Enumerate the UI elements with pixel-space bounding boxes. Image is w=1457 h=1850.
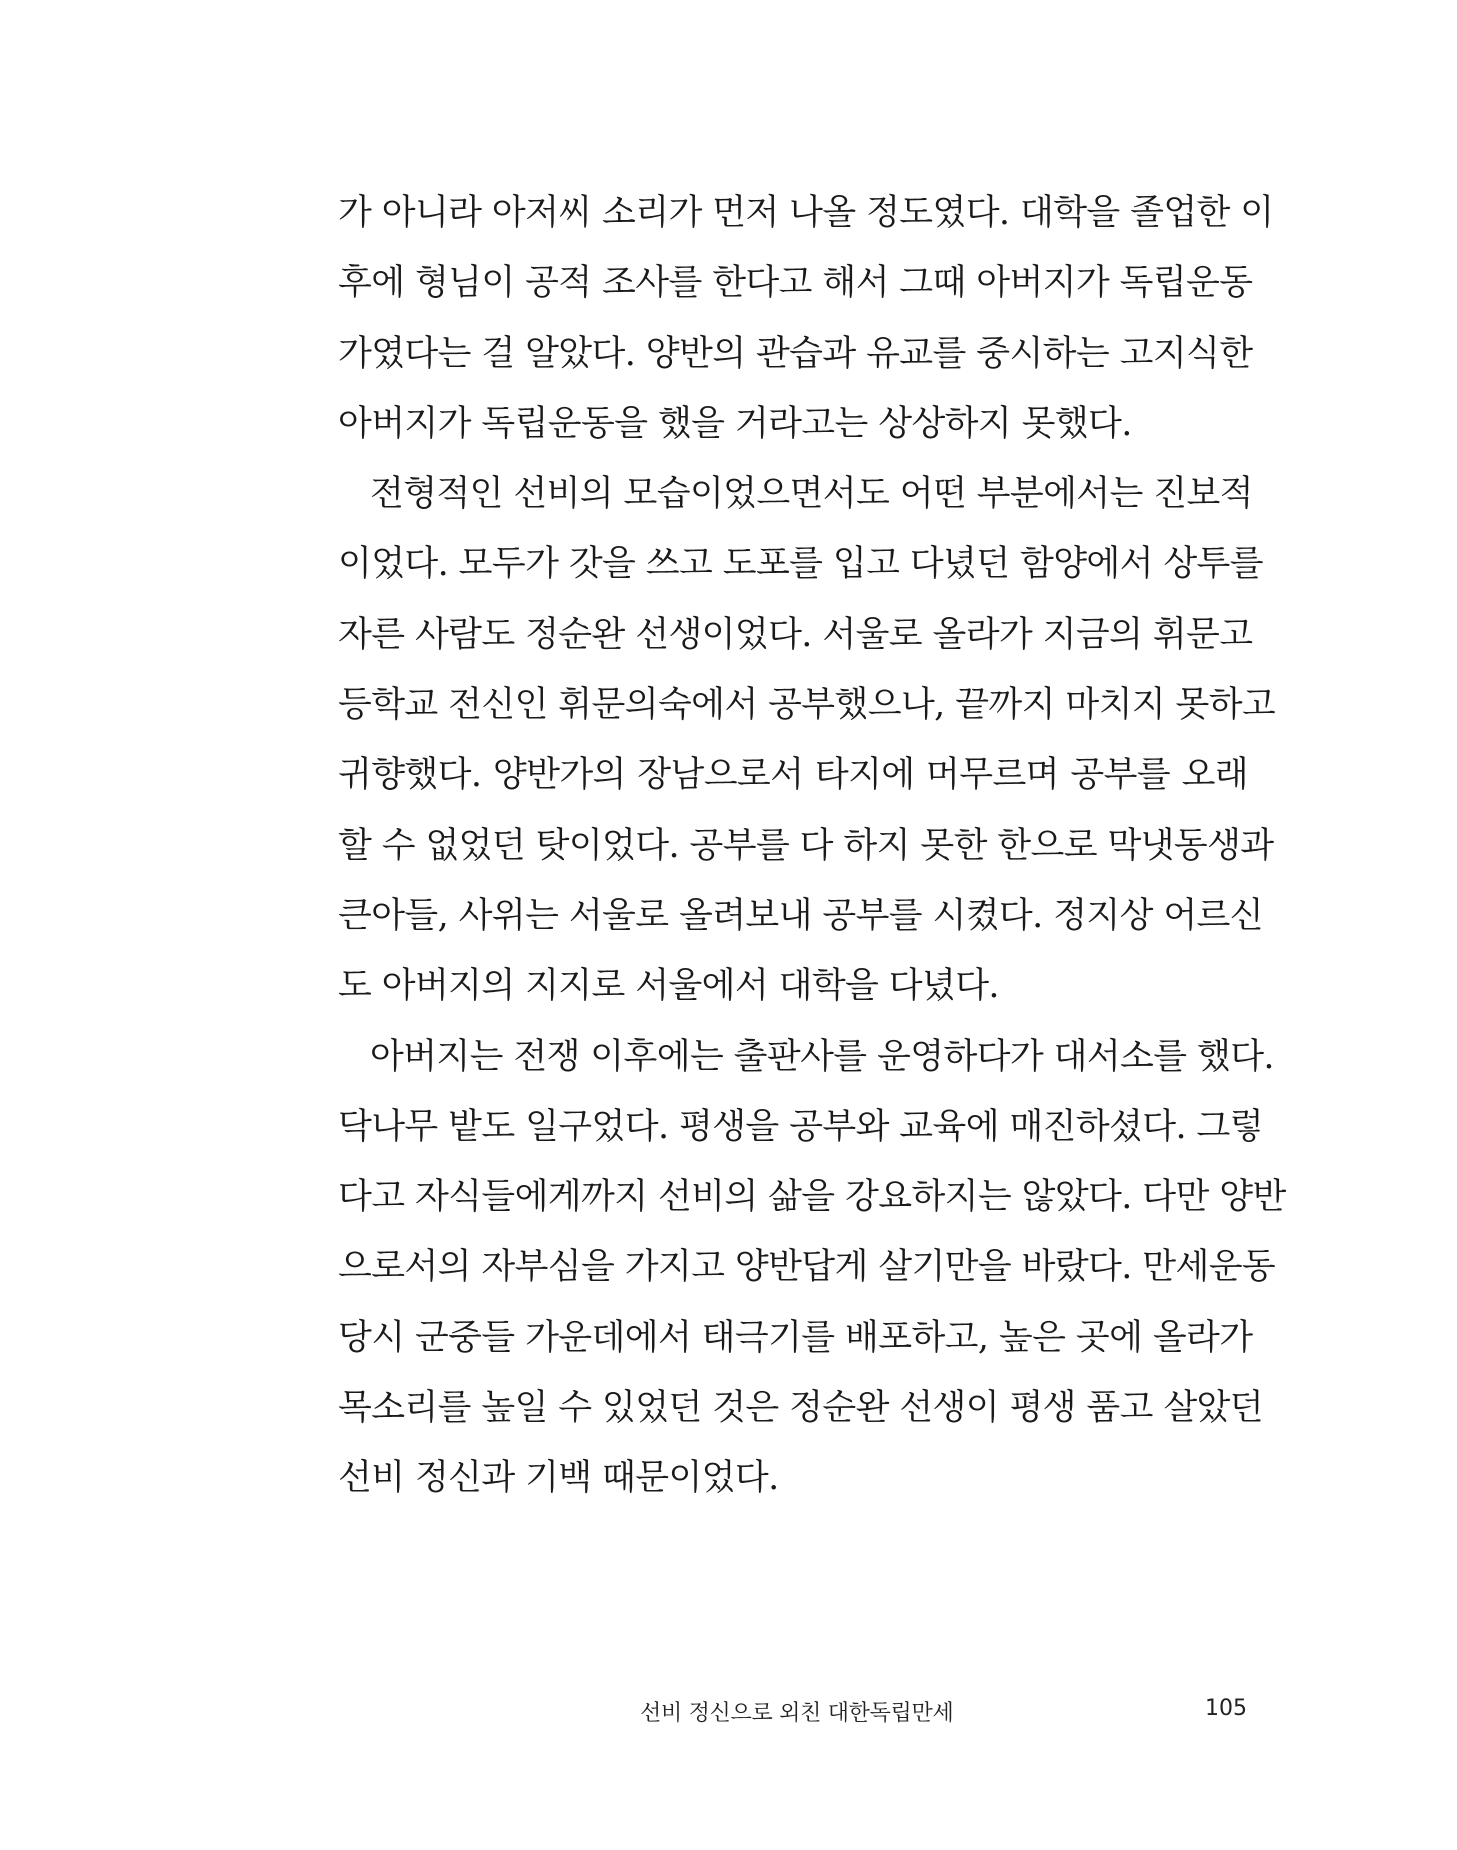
text-line: 큰아들, 사위는 서울로 올려보내 공부를 시켰다. 정지상 어르신 xyxy=(338,895,1263,936)
text-line: 귀향했다. 양반가의 장남으로서 타지에 머무르며 공부를 오래 xyxy=(338,755,1248,796)
text-line: 닥나무 밭도 일구었다. 평생을 공부와 교육에 매진하셨다. 그렇 xyxy=(338,1106,1263,1147)
text-line: 아버지는 전쟁 이후에는 출판사를 운영하다가 대서소를 했다. xyxy=(370,1036,1274,1077)
text-line: 선비 정신과 기백 때문이었다. xyxy=(338,1458,779,1499)
text-line: 당시 군중들 가운데에서 태극기를 배포하고, 높은 곳에 올라가 xyxy=(338,1317,1253,1358)
body-text xyxy=(338,178,1286,1514)
running-footer-title: 선비 정신으로 외친 대한독립만세 xyxy=(640,1701,954,1726)
page-number: 105 xyxy=(1205,1696,1247,1721)
text-line: 할 수 없었던 탓이었다. 공부를 다 하지 못한 한으로 막냇동생과 xyxy=(338,825,1274,866)
text-line: 목소리를 높일 수 있었던 것은 정순완 선생이 평생 품고 살았던 xyxy=(338,1388,1263,1429)
text-line: 전형적인 선비의 모습이었으면서도 어떤 부분에서는 진보적 xyxy=(370,474,1253,515)
text-line: 아버지가 독립운동을 했을 거라고는 상상하지 못했다. xyxy=(338,403,1132,444)
text-line: 으로서의 자부심을 가지고 양반답게 살기만을 바랐다. 만세운동 xyxy=(338,1247,1276,1288)
text-line: 다고 자식들에게까지 선비의 삶을 강요하지는 않았다. 다만 양반 xyxy=(338,1177,1286,1218)
text-line: 가 아니라 아저씨 소리가 먼저 나올 정도였다. 대학을 졸업한 이 xyxy=(338,193,1274,233)
text-line: 자른 사람도 정순완 선생이었다. 서울로 올라가 지금의 휘문고 xyxy=(338,614,1253,655)
text-line: 가였다는 걸 알았다. 양반의 관습과 유교를 중시하는 고지식한 xyxy=(338,333,1253,374)
text-line: 이었다. 모두가 갓을 쓰고 도포를 입고 다녔던 함양에서 상투를 xyxy=(338,544,1263,585)
text-line: 등학교 전신인 휘문의숙에서 공부했으나, 끝까지 마치지 못하고 xyxy=(338,685,1276,726)
text-line: 후에 형님이 공적 조사를 한다고 해서 그때 아버지가 독립운동 xyxy=(338,263,1253,304)
text-line: 도 아버지의 지지로 서울에서 대학을 다녔다. xyxy=(338,966,999,1007)
